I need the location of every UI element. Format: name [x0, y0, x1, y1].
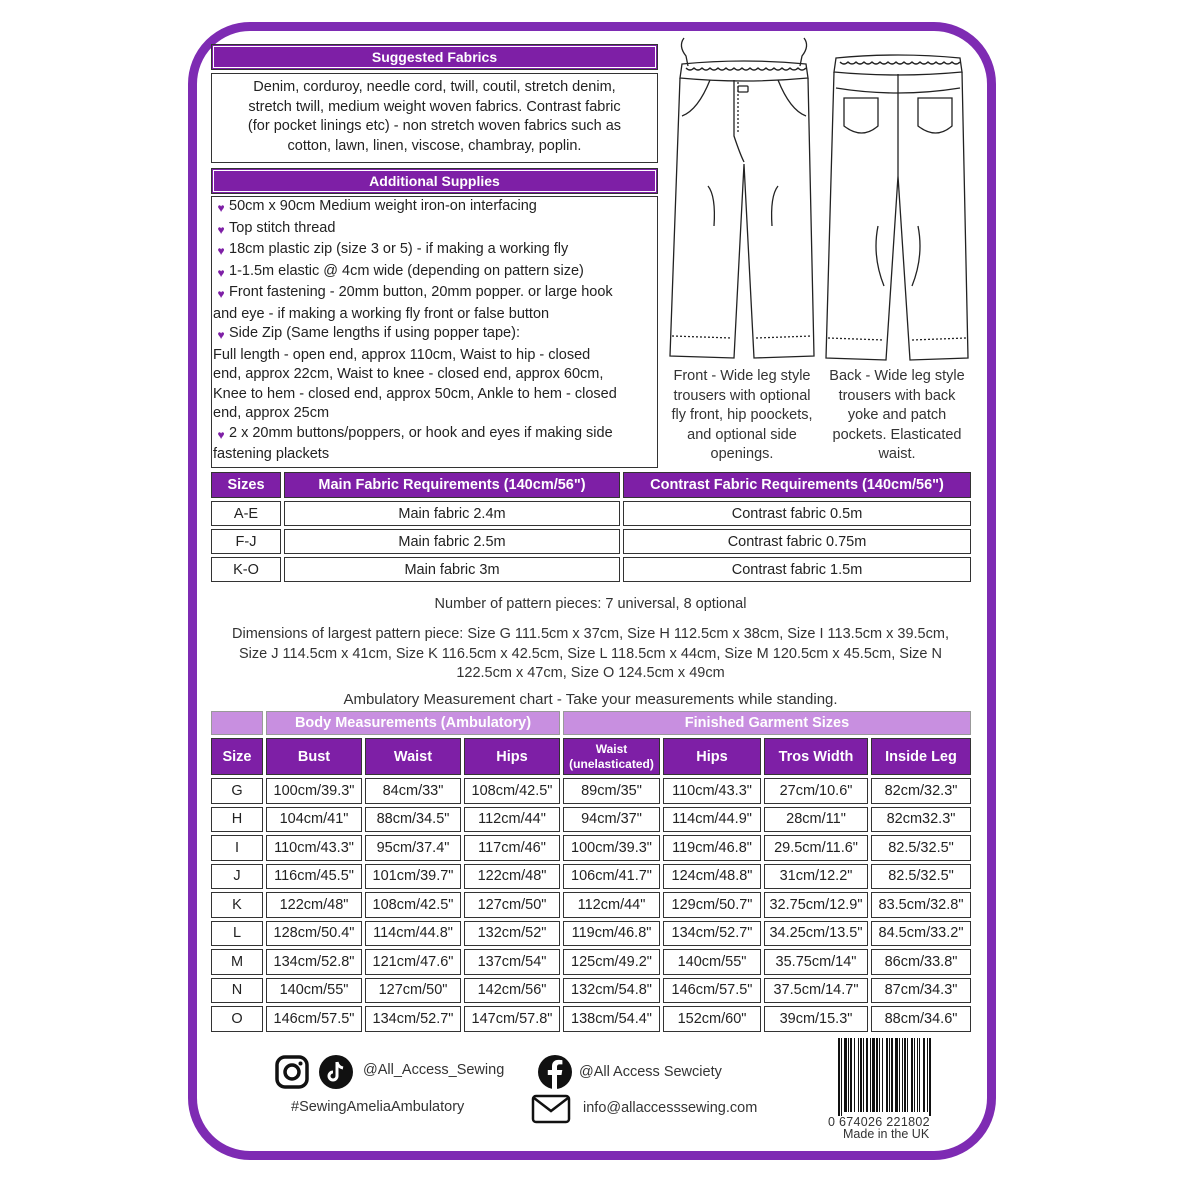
table-cell: Main fabric 3m: [284, 557, 620, 582]
table-cell: 112cm/44": [563, 892, 660, 918]
column-header-hips: Hips: [464, 738, 560, 775]
chart-title: Ambulatory Measurement chart - Take your measurements while standing.: [343, 691, 838, 708]
table-cell: 94cm/37": [563, 807, 660, 833]
table-cell: 82.5/32.5": [871, 864, 971, 890]
table-cell: 82.5/32.5": [871, 835, 971, 861]
table-cell: 88cm/34.6": [871, 1006, 971, 1032]
table-cell: 124cm/48.8": [663, 864, 761, 890]
supply-item: ♥ Front fastening - 20mm button, 20mm popper. or large hook: [213, 283, 657, 305]
suggested-fabrics-text: [212, 74, 657, 156]
suggested-fabrics-heading: Suggested Fabrics: [211, 44, 658, 70]
barcode-bar: [863, 1038, 864, 1112]
heart-bullet-icon: ♥: [217, 222, 225, 237]
back-trousers-illustration: [822, 36, 972, 366]
table-cell: 110cm/43.3": [266, 835, 362, 861]
table-cell: 116cm/45.5": [266, 864, 362, 890]
table-cell: 101cm/39.7": [365, 864, 461, 890]
table-cell: 37.5cm/14.7": [764, 978, 868, 1004]
additional-supplies-heading: Additional Supplies: [211, 168, 658, 194]
table-cell: 119cm/46.8": [663, 835, 761, 861]
table-row: [211, 921, 971, 947]
made-in-uk: Made in the UK: [843, 1127, 930, 1141]
supply-item-cont: end, approx 22cm, Waist to knee - closed end, approx 60cm,: [213, 366, 604, 382]
facebook-handle: @All Access Sewciety: [579, 1064, 722, 1080]
table-row: [211, 778, 971, 804]
facebook-icon: [537, 1054, 573, 1090]
table-cell: 132cm/54.8": [563, 978, 660, 1004]
table-cell: 84.5cm/33.2": [871, 921, 971, 947]
size-label-cell: K: [211, 892, 263, 918]
size-label-cell: H: [211, 807, 263, 833]
table-cell: 100cm/39.3": [563, 835, 660, 861]
supply-item-cont: end, approx 25cm: [213, 405, 330, 421]
table-cell: 127cm/50": [365, 978, 461, 1004]
hashtag: #SewingAmeliaAmbulatory: [291, 1099, 465, 1115]
table-cell: 134cm/52.7": [663, 921, 761, 947]
barcode-bar: [850, 1038, 852, 1112]
size-label-cell: L: [211, 921, 263, 947]
table-cell: 134cm/52.7": [365, 1006, 461, 1032]
table-row: [211, 892, 971, 918]
table-cell: 142cm/56": [464, 978, 560, 1004]
email-icon: [531, 1094, 571, 1124]
column-header-waist: Waist: [365, 738, 461, 775]
barcode-bar: [911, 1038, 913, 1112]
barcode-bar: [858, 1038, 859, 1112]
front-trousers-illustration: [668, 36, 818, 366]
column-header-waist-unelasticated: Waist (unelasticated): [563, 738, 660, 775]
table-row: [211, 835, 971, 861]
barcode: [836, 1038, 942, 1116]
table-cell: 140cm/55": [663, 949, 761, 975]
supply-item-cont: Full length - open end, approx 110cm, Waist to hip - closed: [213, 346, 591, 363]
table-cell: 146cm/57.5": [266, 1006, 362, 1032]
tiktok-icon: [318, 1054, 354, 1090]
table-row: [211, 807, 971, 833]
table-cell: 127cm/50": [464, 892, 560, 918]
barcode-bar: [886, 1038, 888, 1112]
barcode-bar: [904, 1038, 906, 1112]
table-cell: 106cm/41.7": [563, 864, 660, 890]
table-cell: 112cm/44": [464, 807, 560, 833]
table-cell: A-E: [211, 501, 281, 526]
size-label-cell: J: [211, 864, 263, 890]
fabric-table-header: Main Fabric Requirements (140cm/56"): [284, 472, 620, 498]
supply-item-cont: Knee to hem - closed end, approx 50cm, Ankle to hem - closed: [213, 385, 617, 402]
size-label-cell: G: [211, 778, 263, 804]
barcode-bar: [907, 1038, 908, 1112]
dimensions-text: Dimensions of largest pattern piece: Size G 111.5cm x 37cm, Size H 112.5cm x 38cm, Size I 113.5cm x 39.5cm, Size J 114.5cm x 41cm, Size K 116.5cm x 42.5cm, Size L 118.5cm x 44cm, Size M 120.5cm x 45.5cm, Size N 122.5cm x 47cm, Size O 124.5cm x 49cm: [232, 626, 949, 681]
table-cell: 146cm/57.5": [663, 978, 761, 1004]
barcode-bar: [838, 1038, 840, 1116]
table-cell: 121cm/47.6": [365, 949, 461, 975]
barcode-bar: [917, 1038, 918, 1112]
barcode-bar: [879, 1038, 880, 1112]
size-chart-corner: [211, 711, 263, 735]
table-cell: 29.5cm/11.6": [764, 835, 868, 861]
table-cell: 100cm/39.3": [266, 778, 362, 804]
email-address: info@allaccesssewing.com: [583, 1100, 758, 1116]
instagram-icon: [274, 1054, 310, 1090]
column-header-bust: Bust: [266, 738, 362, 775]
table-cell: 89cm/35": [563, 778, 660, 804]
heart-bullet-icon: ♥: [217, 427, 225, 442]
size-label-cell: I: [211, 835, 263, 861]
table-cell: 128cm/50.4": [266, 921, 362, 947]
size-label-cell: M: [211, 949, 263, 975]
table-cell: 129cm/50.7": [663, 892, 761, 918]
table-cell: 82cm32.3": [871, 807, 971, 833]
supply-item: ♥ 2 x 20mm buttons/poppers, or hook and eyes if making side: [213, 424, 657, 446]
supply-item: ♥ 50cm x 90cm Medium weight iron-on interfacing: [213, 197, 657, 219]
column-header-inside-leg: Inside Leg: [871, 738, 971, 775]
table-cell: 35.75cm/14": [764, 949, 868, 975]
table-cell: 34.25cm/13.5": [764, 921, 868, 947]
barcode-bar: [929, 1038, 931, 1116]
fabric-requirements-table: [208, 469, 974, 585]
body-measurements-heading: Body Measurements (Ambulatory): [266, 711, 560, 735]
table-cell: 28cm/11": [764, 807, 868, 833]
barcode-bar: [882, 1038, 883, 1112]
table-cell: K-O: [211, 557, 281, 582]
barcode-number: 0 674026 221802: [828, 1115, 930, 1129]
table-cell: 82cm/32.3": [871, 778, 971, 804]
table-cell: F-J: [211, 529, 281, 554]
table-cell: 119cm/46.8": [563, 921, 660, 947]
table-cell: 117cm/46": [464, 835, 560, 861]
barcode-bar: [902, 1038, 903, 1112]
table-cell: 122cm/48": [266, 892, 362, 918]
fabric-line: stretch twill, medium weight woven fabrics. Contrast fabric: [248, 98, 621, 115]
table-cell: 147cm/57.8": [464, 1006, 560, 1032]
fabric-line: (for pocket linings etc) - non stretch woven fabrics such as: [247, 118, 622, 134]
table-cell: Contrast fabric 0.75m: [623, 529, 971, 554]
table-row: [211, 501, 971, 526]
barcode-bar: [927, 1038, 928, 1112]
table-cell: 134cm/52.8": [266, 949, 362, 975]
table-cell: 95cm/37.4": [365, 835, 461, 861]
fabric-table-header: Sizes: [211, 472, 281, 498]
size-label-cell: N: [211, 978, 263, 1004]
fabric-line: Denim, corduroy, needle cord, twill, coutil, stretch denim,: [253, 79, 616, 95]
column-header-finished-hips: Hips: [663, 738, 761, 775]
table-cell: Main fabric 2.4m: [284, 501, 620, 526]
front-caption: Front - Wide leg style trousers with optional fly front, hip poockets, and optional side openings.: [671, 368, 813, 462]
column-header-size: Size: [211, 738, 263, 775]
table-cell: 87cm/34.3": [871, 978, 971, 1004]
table-cell: Main fabric 2.5m: [284, 529, 620, 554]
heart-bullet-icon: ♥: [217, 265, 225, 280]
supply-item: ♥ Side Zip (Same lengths if using popper tape):: [213, 324, 657, 346]
barcode-bar: [889, 1038, 890, 1112]
heart-bullet-icon: ♥: [217, 201, 225, 215]
barcode-bar: [844, 1038, 847, 1112]
barcode-bar: [841, 1038, 842, 1116]
back-caption: Back - Wide leg style trousers with back yoke and patch pockets. Elasticated waist.: [829, 368, 965, 462]
table-cell: 84cm/33": [365, 778, 461, 804]
supply-item-cont: fastening plackets: [213, 446, 330, 462]
table-cell: 88cm/34.5": [365, 807, 461, 833]
additional-supplies-box: [211, 196, 658, 468]
barcode-bar: [919, 1038, 920, 1112]
size-label-cell: O: [211, 1006, 263, 1032]
heart-bullet-icon: ♥: [217, 287, 225, 301]
table-cell: 86cm/33.8": [871, 949, 971, 975]
social-handle: @All_Access_Sewing: [363, 1062, 505, 1078]
table-row: [211, 529, 971, 554]
table-cell: 114cm/44.8": [365, 921, 461, 947]
barcode-bar: [876, 1038, 878, 1112]
table-cell: Contrast fabric 1.5m: [623, 557, 971, 582]
barcode-bar: [870, 1038, 871, 1112]
supply-item-cont: and eye - if making a working fly front or false button: [213, 305, 550, 322]
barcode-bar: [895, 1038, 898, 1112]
barcode-bar: [860, 1038, 862, 1112]
barcode-bar: [854, 1038, 855, 1112]
table-cell: 125cm/49.2": [563, 949, 660, 975]
table-cell: 108cm/42.5": [365, 892, 461, 918]
finished-garment-heading: Finished Garment Sizes: [563, 711, 971, 735]
table-cell: 108cm/42.5": [464, 778, 560, 804]
table-cell: 138cm/54.4": [563, 1006, 660, 1032]
table-cell: 110cm/43.3": [663, 778, 761, 804]
barcode-bar: [891, 1038, 893, 1112]
supply-item: ♥ 1-1.5m elastic @ 4cm wide (depending on pattern size): [213, 262, 657, 284]
heart-bullet-icon: ♥: [217, 328, 225, 342]
table-cell: 104cm/41": [266, 807, 362, 833]
barcode-bar: [899, 1038, 900, 1112]
column-header-tros-width: Tros Width: [764, 738, 868, 775]
size-chart-table: [208, 708, 974, 1035]
supply-item: ♥ Top stitch thread: [213, 219, 657, 241]
table-row: [211, 557, 971, 582]
table-row: [211, 864, 971, 890]
pattern-pieces-text: Number of pattern pieces: 7 universal, 8 optional: [434, 596, 747, 612]
table-cell: 27cm/10.6": [764, 778, 868, 804]
table-cell: 83.5cm/32.8": [871, 892, 971, 918]
barcode-bar: [872, 1038, 875, 1112]
table-cell: 137cm/54": [464, 949, 560, 975]
fabric-table-header: Contrast Fabric Requirements (140cm/56"): [623, 472, 971, 498]
table-cell: 152cm/60": [663, 1006, 761, 1032]
supply-item: ♥ 18cm plastic zip (size 3 or 5) - if making a working fly: [213, 240, 657, 262]
barcode-bar: [914, 1038, 915, 1112]
table-row: [211, 949, 971, 975]
table-cell: 132cm/52": [464, 921, 560, 947]
barcode-bar: [866, 1038, 868, 1112]
table-cell: 39cm/15.3": [764, 1006, 868, 1032]
table-cell: 140cm/55": [266, 978, 362, 1004]
fabric-line: cotton, lawn, linen, viscose, chambray, poplin.: [287, 137, 582, 154]
table-cell: 114cm/44.9": [663, 807, 761, 833]
table-cell: 122cm/48": [464, 864, 560, 890]
table-cell: 31cm/12.2": [764, 864, 868, 890]
suggested-fabrics-box: [211, 73, 658, 163]
barcode-bar: [848, 1038, 849, 1112]
table-row: [211, 1006, 971, 1032]
table-row: [211, 978, 971, 1004]
heart-bullet-icon: ♥: [217, 244, 225, 258]
barcode-bar: [923, 1038, 925, 1112]
table-cell: 32.75cm/12.9": [764, 892, 868, 918]
table-cell: Contrast fabric 0.5m: [623, 501, 971, 526]
